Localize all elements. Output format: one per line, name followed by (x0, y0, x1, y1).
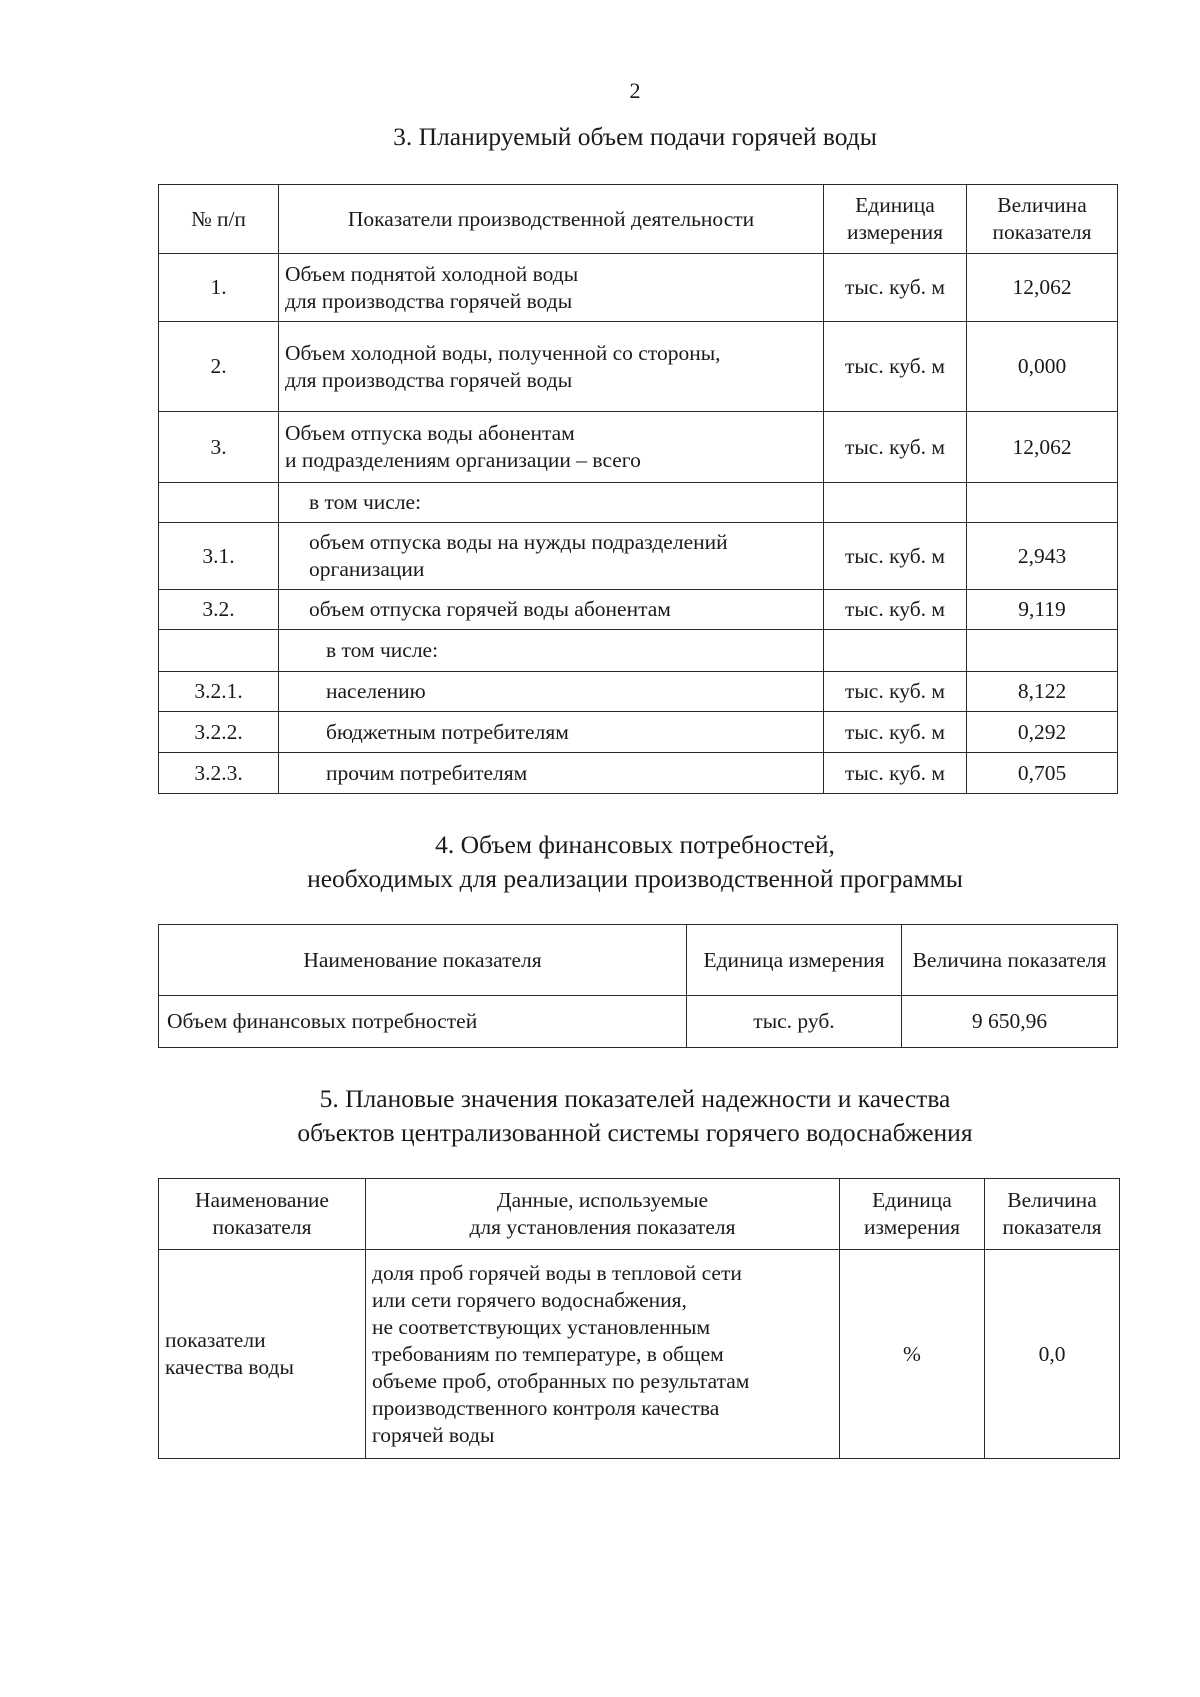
row-indicator: населению (279, 672, 824, 712)
row-number: 3.2. (159, 590, 279, 630)
row-indicator: Объем финансовых потребностей (159, 996, 687, 1048)
indicator-line: объем отпуска воды на нужды подразделений (309, 530, 728, 554)
section-5-title-line: объектов централизованной системы горячего водоснабжения (297, 1118, 973, 1147)
table-row (159, 590, 1118, 630)
table-row (159, 254, 1118, 322)
row-indicator (279, 254, 824, 322)
table-row (159, 672, 1118, 712)
row-value (967, 630, 1118, 672)
financial-needs-table (158, 924, 1118, 1048)
header-line: показателя (1002, 1215, 1102, 1239)
row-value: 9 650,96 (902, 996, 1118, 1048)
col-header-name (159, 1179, 366, 1250)
indicator-line: для производства горячей воды (285, 288, 573, 313)
data-line: доля проб горячей воды в тепловой сети (372, 1260, 742, 1285)
table-row (159, 523, 1118, 590)
indicator-line: организации (309, 557, 425, 581)
row-indicator: объем отпуска горячей воды абонентам (279, 590, 824, 630)
table-row (159, 412, 1118, 483)
table-row (159, 483, 1118, 523)
row-unit: тыс. куб. м (824, 712, 967, 753)
header-line: Наименование (195, 1188, 329, 1212)
row-indicator: в том числе: (279, 630, 824, 672)
row-unit: тыс. куб. м (824, 672, 967, 712)
section-5-title-line: 5. Плановые значения показателей надежности и качества (319, 1084, 951, 1113)
section-3-title: 3. Планируемый объем подачи горячей воды (393, 122, 877, 151)
page-number: 2 (629, 78, 641, 103)
row-value: 12,062 (967, 412, 1118, 483)
table-header-row (159, 185, 1118, 254)
row-value: 9,119 (967, 590, 1118, 630)
row-value: 12,062 (967, 254, 1118, 322)
row-unit: тыс. куб. м (824, 254, 967, 322)
col-header-unit (840, 1179, 985, 1250)
row-number (159, 630, 279, 672)
col-header-value (985, 1179, 1120, 1250)
col-header-number: № п/п (159, 185, 279, 254)
row-indicator: бюджетным потребителям (279, 712, 824, 753)
indicator-line: Объем поднятой холодной воды (285, 261, 579, 286)
indicator-line: для производства горячей воды (285, 367, 573, 392)
col-header-name: Наименование показателя (159, 925, 687, 996)
row-indicator (159, 1250, 366, 1459)
row-number (159, 483, 279, 523)
row-unit: тыс. куб. м (824, 753, 967, 794)
col-header-data (366, 1179, 840, 1250)
col-header-value: Величина показателя (967, 185, 1118, 254)
table-header-row (159, 1179, 1120, 1250)
hot-water-supply-table (158, 184, 1118, 794)
row-unit (824, 630, 967, 672)
header-line: Единица (872, 1188, 952, 1212)
indicator-line: Объем холодной воды, полученной со стороны, (285, 340, 721, 365)
row-unit: тыс. куб. м (824, 322, 967, 412)
row-value: 0,000 (967, 322, 1118, 412)
row-value: 0,705 (967, 753, 1118, 794)
row-value: 8,122 (967, 672, 1118, 712)
row-indicator (279, 322, 824, 412)
col-header-unit: Единица измерения (687, 925, 902, 996)
table-row (159, 630, 1118, 672)
row-unit: тыс. руб. (687, 996, 902, 1048)
row-value: 0,0 (985, 1250, 1120, 1459)
row-unit: тыс. куб. м (824, 412, 967, 483)
data-line: или сети горячего водоснабжения, (372, 1287, 687, 1312)
row-number: 3.2.3. (159, 753, 279, 794)
row-number: 3. (159, 412, 279, 483)
row-unit: тыс. куб. м (824, 523, 967, 590)
table-row (159, 712, 1118, 753)
row-number: 1. (159, 254, 279, 322)
table-header-row (159, 925, 1118, 996)
data-line: объеме проб, отобранных по результатам (372, 1368, 750, 1393)
row-unit: % (840, 1250, 985, 1459)
row-number: 3.2.2. (159, 712, 279, 753)
section-5-title (0, 1082, 1200, 1150)
data-line: не соответствующих установленным (372, 1314, 711, 1339)
col-header-unit: Единица измерения (824, 185, 967, 254)
row-number: 3.2.1. (159, 672, 279, 712)
row-number: 3.1. (159, 523, 279, 590)
data-line: производственного контроля качества (372, 1395, 720, 1420)
row-indicator (279, 523, 824, 590)
data-line: требованиям по температуре, в общем (372, 1341, 724, 1366)
row-value (967, 483, 1118, 523)
col-header-indicator: Показатели производственной деятельности (279, 185, 824, 254)
indicator-line: качества воды (165, 1355, 294, 1379)
header-line: для установления показателя (469, 1215, 736, 1239)
row-number: 2. (159, 322, 279, 412)
header-line: измерения (863, 1215, 961, 1239)
row-indicator: в том числе: (279, 483, 824, 523)
table-row (159, 996, 1118, 1048)
indicator-line: показатели (165, 1328, 266, 1352)
row-unit (824, 483, 967, 523)
row-value: 0,292 (967, 712, 1118, 753)
header-line: Величина (1007, 1188, 1097, 1212)
table-row (159, 753, 1118, 794)
header-line: показателя (212, 1215, 312, 1239)
section-4-title-line: 4. Объем финансовых потребностей, (435, 830, 835, 859)
table-row (159, 1250, 1120, 1459)
data-line: горячей воды (372, 1422, 495, 1447)
table-row (159, 322, 1118, 412)
indicator-line: и подразделениям организации – всего (285, 448, 641, 472)
col-header-value: Величина показателя (902, 925, 1118, 996)
row-unit: тыс. куб. м (824, 590, 967, 630)
indicator-line: Объем отпуска воды абонентам (285, 421, 575, 445)
section-4-title (0, 828, 1200, 896)
row-indicator (279, 412, 824, 483)
reliability-quality-table (158, 1178, 1120, 1459)
row-data-description (366, 1250, 840, 1459)
row-value: 2,943 (967, 523, 1118, 590)
row-indicator: прочим потребителям (279, 753, 824, 794)
section-4-title-line: необходимых для реализации производственной программы (307, 864, 963, 893)
header-line: Данные, используемые (496, 1188, 709, 1212)
